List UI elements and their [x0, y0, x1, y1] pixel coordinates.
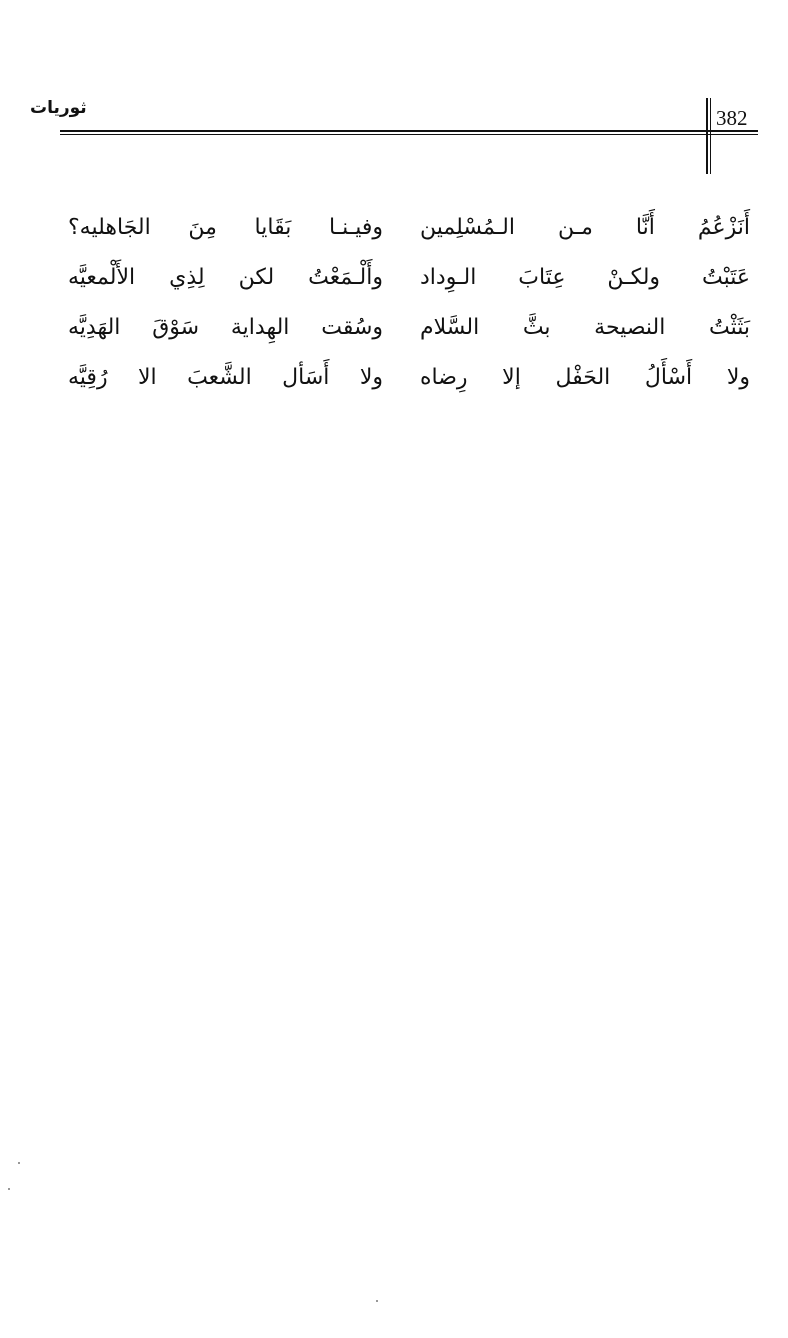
first-hemistich: ولا أَسْأَلُ الحَفْل إلا رِضاه: [420, 365, 750, 390]
first-hemistich: بَثَثْتُ النصيحة بثَّ السَّلام: [420, 315, 750, 340]
second-hemistich: وأَلْـمَعْتُ لكن لِذِي الأَلْمعيَّه: [68, 265, 383, 290]
second-hemistich: وفيـنـا بَقَايا مِنَ الجَاهليه؟: [68, 215, 383, 240]
first-hemistich: أَنَزْعُمُ أَنَّا مـن الـمُسْلِمين: [420, 215, 750, 240]
header-rule-thin: [60, 134, 758, 135]
verse: [50, 308, 750, 358]
page-number: 382: [716, 106, 748, 130]
verse: [50, 258, 750, 308]
first-hemistich: عَتَبْتُ ولكـنْ عِتَابَ الـوِداد: [420, 265, 750, 290]
verse: [50, 208, 750, 258]
poem: [50, 208, 750, 408]
second-hemistich: وسُقت الهِداية سَوْقَ الهَدِيَّه: [68, 315, 383, 340]
verse: [50, 358, 750, 408]
second-hemistich: ولا أَسَأل الشَّعبَ الا رُقِيَّه: [68, 365, 383, 390]
scan-speck: [376, 1300, 378, 1302]
scan-speck: [8, 1188, 10, 1190]
scan-speck: [18, 1162, 20, 1164]
running-title: ثوريات: [30, 98, 87, 118]
header-vertical-rule-thin: [710, 98, 711, 174]
header-rule: [60, 130, 758, 132]
header-vertical-rule: [706, 98, 708, 174]
